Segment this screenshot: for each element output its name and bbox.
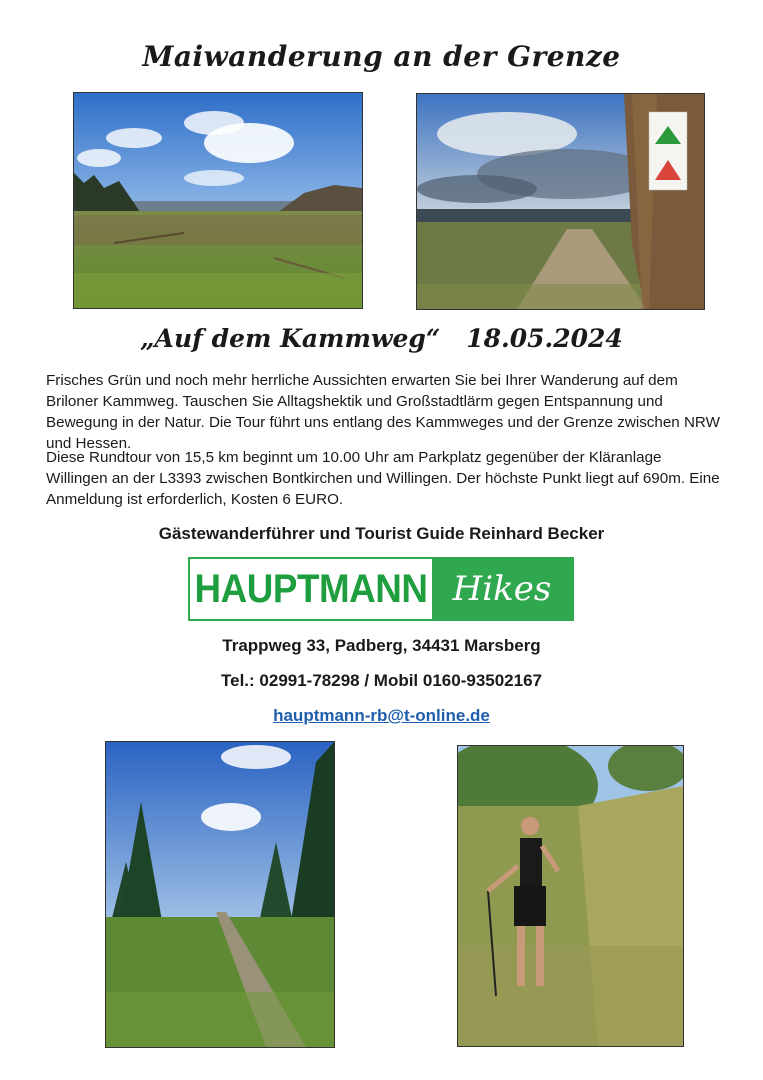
description-paragraph: Frisches Grün und noch mehr herrliche Aussichten erwarten Sie bei Ihrer Wanderung auf dem Briloner Kammweg. Tauschen Sie Alltagshektik und Großstadtlärm gegen Entspannung und Bewegung in der Natur. Die Tour führt uns entlang des Kammweges und der Grenze zwischen NRW und Hessen. [46, 372, 720, 452]
photo-hiker [457, 745, 684, 1047]
phone-line: Tel.: 02991-78298 / Mobil 0160-93502167 [221, 671, 542, 690]
hauptmann-hikes-logo [188, 557, 574, 621]
logo-text-hikes: Hikes [432, 559, 572, 619]
photo-forest-path [105, 741, 335, 1048]
address-line: Trappweg 33, Padberg, 34431 Marsberg [222, 636, 541, 655]
details-paragraph: Diese Rundtour von 15,5 km beginnt um 10.00 Uhr am Parkplatz gegenüber der Kläranlage Willingen an der L3393 zwischen Bontkirchen und Willingen. Der höchste Punkt liegt auf 690m. Eine Anmeldung ist erforderlich, Kosten 6 EURO. [46, 449, 720, 508]
email-link[interactable]: hauptmann-rb@t-online.de [273, 706, 490, 725]
page-title: Maiwanderung an der Grenze [142, 40, 621, 73]
event-name: „Auf dem Kammweg“ [140, 324, 441, 353]
guide-heading: Gästewanderführer und Tourist Guide Reinhard Becker [158, 524, 605, 543]
logo-text-hauptmann: HAUPTMANN [194, 566, 428, 611]
event-subtitle [0, 324, 763, 353]
event-date: 18.05.2024 [466, 324, 623, 353]
photo-trail-sign [416, 93, 705, 310]
photo-clearing-landscape [73, 92, 363, 309]
